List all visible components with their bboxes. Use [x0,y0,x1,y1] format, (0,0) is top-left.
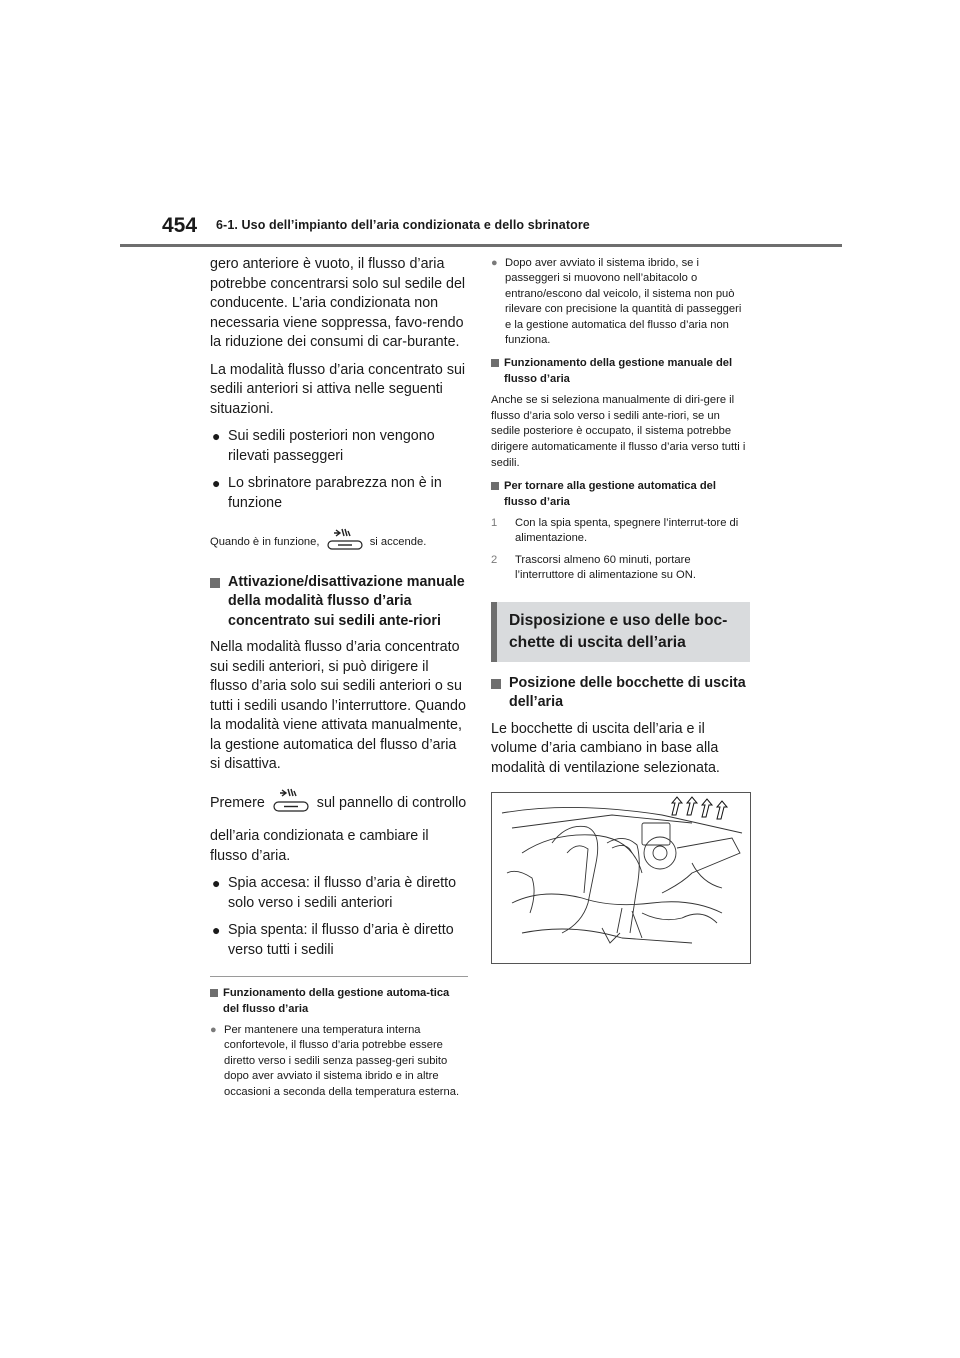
left-column [210,255,468,1108]
manual-activation-heading [210,573,468,632]
grey-dot-icon: ● [491,257,498,269]
heading-square-icon [491,482,499,490]
passenger-detection-text: Dopo aver avviato il sistema ibrido, se i passeggeri si muovono nell’abitacolo o entrano/escono dal veicolo, il sistema non può rilevare con precisione la quantità di passeggeri e la gestione automatica del flusso d’aria non funziona. [505,257,742,347]
header-rule [120,244,842,247]
manual-heading-text: Attivazione/disattivazione manuale della modalità flusso d’aria concentrato sui sedili ante-riori [228,573,465,629]
vents-heading [491,674,750,713]
vents-paragraph: Le bocchette di uscita dell’aria e il volume d’aria cambiano in base alla modalità di ventilazione selezionata. [491,720,720,776]
bullet-dot-icon: ● [212,922,221,939]
indicator-state-item [210,874,468,913]
step-text: Trascorsi almeno 60 minuti, portare l’interruttore di alimentazione su ON. [515,553,696,582]
manual-paragraph: Nella modalità flusso d’aria concentrato sui sedili anteriori, si può dirigere il flusso d’aria solo sui sedili anteriori o su tutti i sedili usando l’interruttore. Quando la modalità viene attivata manualmente, la gestione automatica del flusso d’aria si disattiva. [210,639,466,773]
manual-management-heading [491,356,750,387]
auto-heading-text: Funzionamento della gestione automa-tica del flusso d’aria [223,987,450,1015]
indicator-state-text: Spia spenta: il flusso d’aria è diretto verso tutti i sedili [228,922,454,958]
auto-management-heading [210,986,468,1017]
cabin-line-drawing [492,793,750,963]
step-item [491,516,750,547]
intro-paragraph: gero anteriore è vuoto, il flusso d’aria potrebbe concentrarsi solo sul sedile del conducente. L’aria condizionata non necessaria viene soppressa, favo-rendo la riduzione dei consumi di car-burante. [210,256,466,350]
indicator-state-text: Spia accesa: il flusso d’aria è diretto solo verso i sedili anteriori [228,875,457,911]
mode-paragraph: La modalità flusso d’aria concentrato sui sedili anteriori si attiva nelle seguenti situazioni. [210,361,466,417]
press-before: Premere [210,794,265,811]
bullet-dot-icon: ● [212,475,221,491]
condition-item [210,474,468,513]
chapter-title: 6-1. Uso dell’impianto dell’aria condizionata e dello sbrinatore [216,218,590,232]
manual-management-paragraph: Anche se si seleziona manualmente di diri-gere il flusso d’aria solo verso i sedili ante-riori, se un sedile posteriore è occupato, il sistema potrebbe dirigere automaticamente il flusso d’aria verso tutti i sedili. [491,394,746,469]
return-auto-heading [491,479,750,510]
front-seat-airflow-switch-icon [272,787,310,820]
manual-management-heading-text: Funzionamento della gestione manuale del flusso d’aria [504,357,733,385]
return-auto-heading-text: Per tornare alla gestione automatica del flusso d’aria [504,480,717,508]
grey-dot-icon: ● [210,1023,217,1036]
press-after: sul pannello di controllo [316,794,467,811]
section-title: Disposizione e uso delle boc-chette di uscita dell’aria [509,611,728,651]
page-number: 454 [162,214,198,237]
bullet-dot-icon: ● [212,428,221,444]
auto-bullet-text: Per mantenere una temperatura interna confortevole, il flusso d’aria potrebbe essere diretto verso i sedili senza passeg-geri subito dopo aver avviato il sistema ibrido e in altre occasioni a seconda della temperatura esterna. [224,1023,460,1098]
airflow-arrows [672,797,727,819]
step-text: Con la spia spenta, spegnere l’interrut-tore di alimentazione. [515,517,739,545]
step-number: 1 [491,517,498,530]
heading-square-icon [491,359,499,367]
vents-heading-text: Posizione delle bocchette di uscita dell’aria [509,674,746,711]
press-instruction [210,787,468,820]
heading-square-icon [491,679,501,689]
auto-bullet [210,1023,468,1100]
press-continue: dell’aria condizionata e cambiare il flusso d’aria. [210,828,429,864]
front-seat-airflow-switch-icon [326,527,364,557]
section-title-box [491,602,750,662]
condition-text: Lo sbrinatore parabrezza non è in funzione [228,475,442,511]
right-column [491,256,750,964]
passenger-detection-bullet [491,256,750,348]
heading-square-icon [210,578,220,588]
condition-item [210,427,468,466]
bullet-dot-icon: ● [212,875,221,892]
indicator-note-after: si accende. [369,535,427,548]
step-item [491,553,750,584]
indicator-note [210,527,468,557]
condition-text: Sui sedili posteriori non vengono rilevati passeggeri [228,428,435,464]
vehicle-interior-illustration [491,792,751,964]
indicator-state-item [210,921,468,960]
section-separator [210,976,468,977]
indicator-note-before: Quando è in funzione, [210,535,320,548]
heading-square-icon [210,989,218,997]
step-number: 2 [491,553,498,566]
